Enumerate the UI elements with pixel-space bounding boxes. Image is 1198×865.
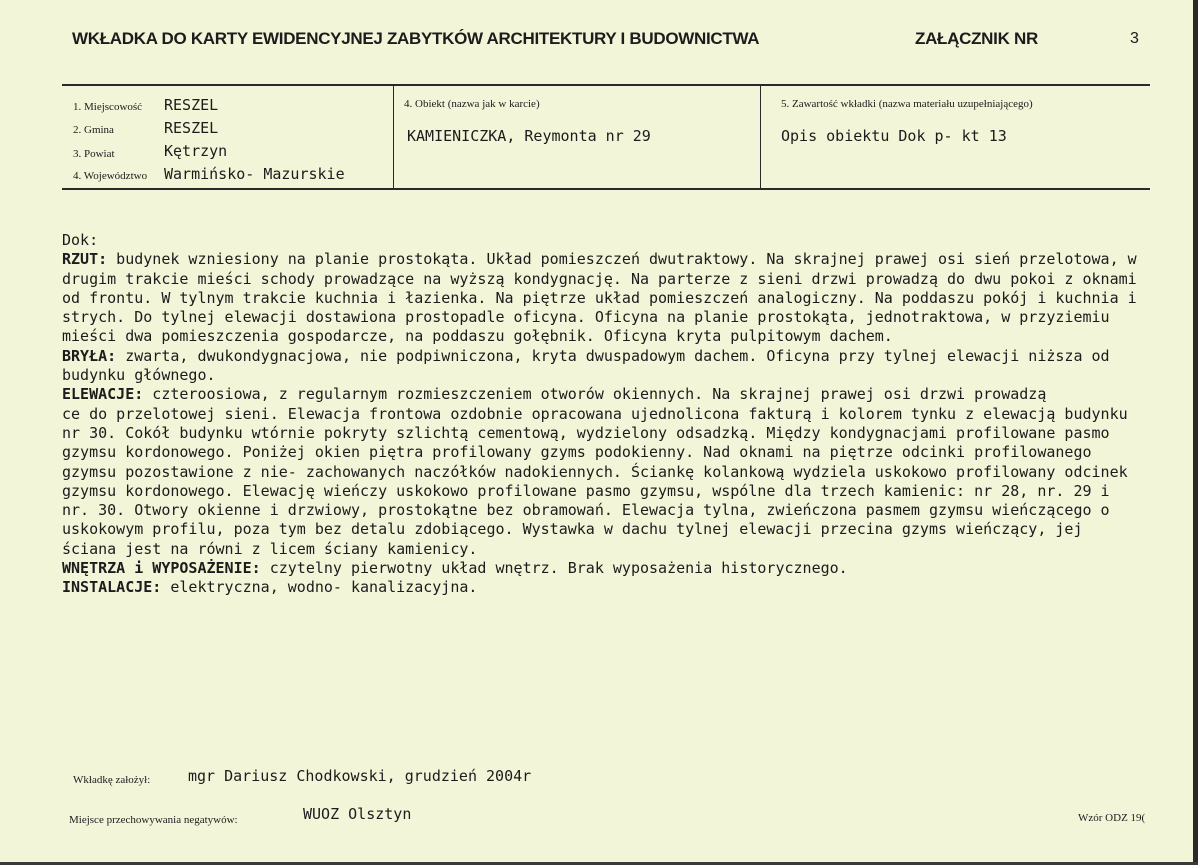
elewacje-paragraph [62,385,1142,404]
info-box-divider-1 [393,86,394,188]
wojewodztwo-label: 4. Województwo [73,170,148,182]
bryla-paragraph [62,347,1142,386]
content-value: Opis obiektu Dok p- kt 13 [781,127,1007,145]
bryla-text: zwarta, dwukondygnacjowa, nie podpiwniczona, kryta dwuspadowym dachem. Oficyna przy tylnej elewacji niższa od budynku głównego. [62,346,1110,385]
rzut-heading: RZUT: [62,250,108,269]
instalacje-text: elektryczna, wodno- kanalizacyjna. [161,578,478,597]
elewacje-continuation: ce do przelotowej sieni. Elewacja frontowa ozdobnie opracowana ujednolicona fakturą i kolorem tynku z elewacją budynku nr 30. Cokół budynku wtórnie pokryty szlichtą cementową, wydzielony odsadzką. Między kondygnacjami profilowane pasmo gzymsu kordonowego. Poniżej okien piętra profilowany gzyms podokienny. Nad oknami na piętrze odcinki profilowanego gzymsu pozostawione z nie- zachowanych naczółków nadokiennych. Ściankę kolankową wydziela uskokowo profilowany odcinek gzymsu kordonowego. Elewację wieńczy uskokowo profilowane pasmo gzymsu, wspólne dla trzech kamienic: nr 28, nr. 29 i nr. 30. Otwory okienne i drzwiowy, prostokątne bez obramowań. Elewacja tylna, zwieńczona pasmem gzymsu wieńczącego o uskokowym profilu, poza tym bez detalu zdobiącego. Wystawka w dachu tylnej elewacji przecina gzyms wieńczący, jej ściana jest na równi z licem ściany kamienicy. [62,404,1128,558]
gmina-label: 2. Gmina [73,124,114,136]
author-value: mgr Dariusz Chodkowski, grudzień 2004r [188,767,532,785]
info-box-divider-2 [760,86,761,188]
instalacje-paragraph [62,578,1142,597]
bryla-heading: BRYŁA: [62,346,117,365]
rzut-text: budynek wzniesiony na planie prostokąta. Układ pomieszczeń dwutraktowy. Na skrajnej prawej osi sień przelotowa, w drugim trakcie mieści schody prowadzące na wyższą kondygnację. Na parterze z sieni drzwi prowadzą do dwu pokoi z oknami od frontu. W tylnym trakcie kuchnia i łazienka. Na piętrze układ pomieszczeń analogiczny. Na poddaszu pokój i kuchnia i strych. Do tylnej elewacji dostawiona prostopadle oficyna. Oficyna na planie prostokąta, jednotraktowa, w przyziemiu mieści dwa pomieszczenia gospodarcze, na poddaszu gołębnik. Oficyna kryta pulpitowym dachem. [62,250,1137,346]
form-code: Wzór ODZ 19( [1078,812,1146,824]
attachment-label: ZAŁĄCZNIK NR [915,29,1038,48]
attachment-number: 3 [1130,30,1139,47]
wnetrza-text: czytelny pierwotny układ wnętrz. Brak wyposażenia historycznego. [260,559,848,578]
wnetrza-paragraph [62,559,1142,578]
gmina-value: RESZEL [164,119,219,137]
storage-value: WUOZ Olsztyn [303,805,412,823]
object-value: KAMIENICZKA, Reymonta nr 29 [407,127,651,145]
author-label: Wkładkę założył: [73,774,151,786]
rzut-paragraph [62,250,1142,346]
wojewodztwo-value: Warmińsko- Mazurskie [164,165,345,183]
instalacje-heading: INSTALACJE: [62,578,162,597]
info-box-bottom-rule [62,188,1150,190]
info-box-top-rule [62,84,1150,86]
powiat-label: 3. Powiat [73,148,115,160]
storage-label: Miejsce przechowywania negatywów: [69,814,238,826]
description-body [62,231,1142,598]
form-title: WKŁADKA DO KARTY EWIDENCYJNEJ ZABYTKÓW ARCHITEKTURY I BUDOWNICTWA [72,29,760,48]
wnetrza-heading: WNĘTRZA i WYPOSAŻENIE: [62,559,261,578]
content-label: 5. Zawartość wkładki (nazwa materiału uzupełniającego) [781,98,1033,110]
elewacje-heading: ELEWACJE: [62,385,144,404]
miejscowosc-label: 1. Miejscowość [73,101,143,113]
miejscowosc-value: RESZEL [164,96,219,114]
scan-edge-right [1193,0,1198,865]
powiat-value: Kętrzyn [164,142,228,160]
object-label: 4. Obiekt (nazwa jak w karcie) [404,98,540,110]
elewacje-text: czteroosiowa, z regularnym rozmieszczeniem otworów okiennych. Na skrajnej prawej osi drzwi prowadzą [143,385,1047,404]
intro-line: Dok: [62,231,99,249]
